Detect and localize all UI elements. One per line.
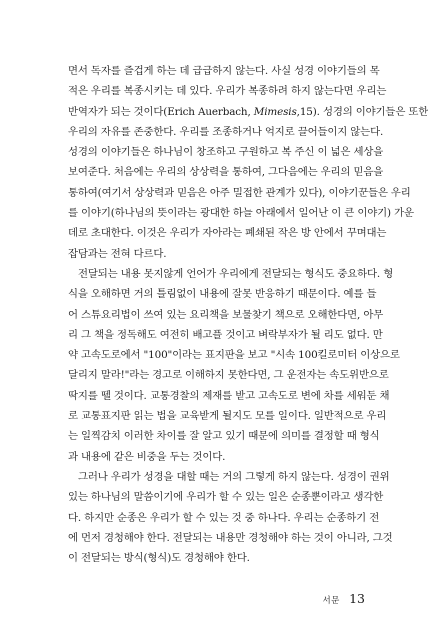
text-line: 리 그 책을 정독해도 여전히 배고플 것이고 벼락부자가 될 리도 없다. 만 xyxy=(68,328,383,341)
page-number: 13 xyxy=(349,591,365,606)
text-line: 성경의 이야기들은 하나님이 창조하고 구원하고 복 주신 이 넓은 세상을 xyxy=(68,146,384,159)
paragraph-3 xyxy=(68,467,393,568)
text-line: 면서 독자를 즐겁게 하는 데 급급하지 않는다. 사실 성경 이야기들의 목 xyxy=(68,65,380,77)
text-line: 식을 오해하면 거의 틀림없이 내용에 잘못 반응하기 때문이다. 예를 들 xyxy=(68,288,377,301)
text-line: 적은 우리를 복종시키는 데 있다. 우리가 복종하려 하지 않는다면 우리는 xyxy=(68,85,387,98)
text-line: 통하여(여기서 상상력과 믿음은 아주 밀접한 관계가 있다), 이야기꾼들은 우리 xyxy=(68,186,411,199)
body-text xyxy=(68,61,428,568)
text-line: 를 이야기(하나님의 뜻이라는 광대한 하늘 아래에서 일어난 이 큰 이야기) 가운 xyxy=(68,207,414,220)
text-line: 에 먼저 경청해야 한다. 전달되는 내용만 경청해야 하는 것이 아니라, 그것 xyxy=(68,531,393,544)
text-line: 보여준다. 처음에는 우리의 상상력을 통하여, 그다음에는 우리의 믿음을 xyxy=(68,166,384,179)
text-line: 어 스튜요리법이 쓰여 있는 요리책을 보물찾기 책으로 오해한다면, 아무 xyxy=(68,308,384,321)
text-line: 과 내용에 같은 비중을 두는 것이다. xyxy=(68,450,226,463)
text-line: 우리의 자유를 존중한다. 우리를 조종하거나 억지로 끌어들이지 않는다. xyxy=(68,125,384,138)
running-footer-section: 서문 xyxy=(322,596,340,606)
text-line: 있는 하나님의 말씀이기에 우리가 할 수 있는 일은 순종뿐이라고 생각한 xyxy=(68,491,384,504)
text-line: 데로 초대한다. 이것은 우리가 자아라는 폐쇄된 작은 방 안에서 꾸며대는 xyxy=(68,227,387,240)
text-line: 는 일찍감치 이러한 차이를 잘 알고 있기 때문에 의미를 결정할 때 형식 xyxy=(68,430,380,443)
text-line: 달리지 말라!"라는 경고로 이해하지 못한다면, 그 운전자는 속도위반으로 xyxy=(68,369,389,382)
text-line: 딱지를 뗄 것이다. 교통경찰의 제재를 받고 고속도로 변에 차를 세워둔 채 xyxy=(68,389,390,402)
paragraph-1 xyxy=(68,61,428,264)
text-line: 약 고속도로에서 "100"이라는 표지판을 보고 "시속 100킬로미터 이상으로 xyxy=(68,349,400,362)
text-line: 반역자가 되는 것이다(Erich Auerbach, Mimesis,15). 성경의 이야기들은 또한 xyxy=(68,105,428,118)
paragraph-2 xyxy=(68,264,400,467)
text-line: 로 교통표지판 읽는 법을 교육받게 될지도 모를 일이다. 일반적으로 우리 xyxy=(68,410,387,423)
text-line: 전달되는 내용 못지않게 언어가 우리에게 전달되는 형식도 중요하다. 형 xyxy=(78,267,394,280)
text-line: 이 전달되는 방식(형식)도 경청해야 한다. xyxy=(68,552,250,565)
text-line: 잡담과는 전혀 다르다. xyxy=(68,247,167,260)
text-line: 다. 하지만 순종은 우리가 할 수 있는 것 중 하나다. 우리는 순종하기 전 xyxy=(68,511,380,524)
page-footer xyxy=(322,592,365,608)
text-line: 그러나 우리가 성경을 대할 때는 거의 그렇게 하지 않는다. 성경이 권위 xyxy=(78,470,390,483)
